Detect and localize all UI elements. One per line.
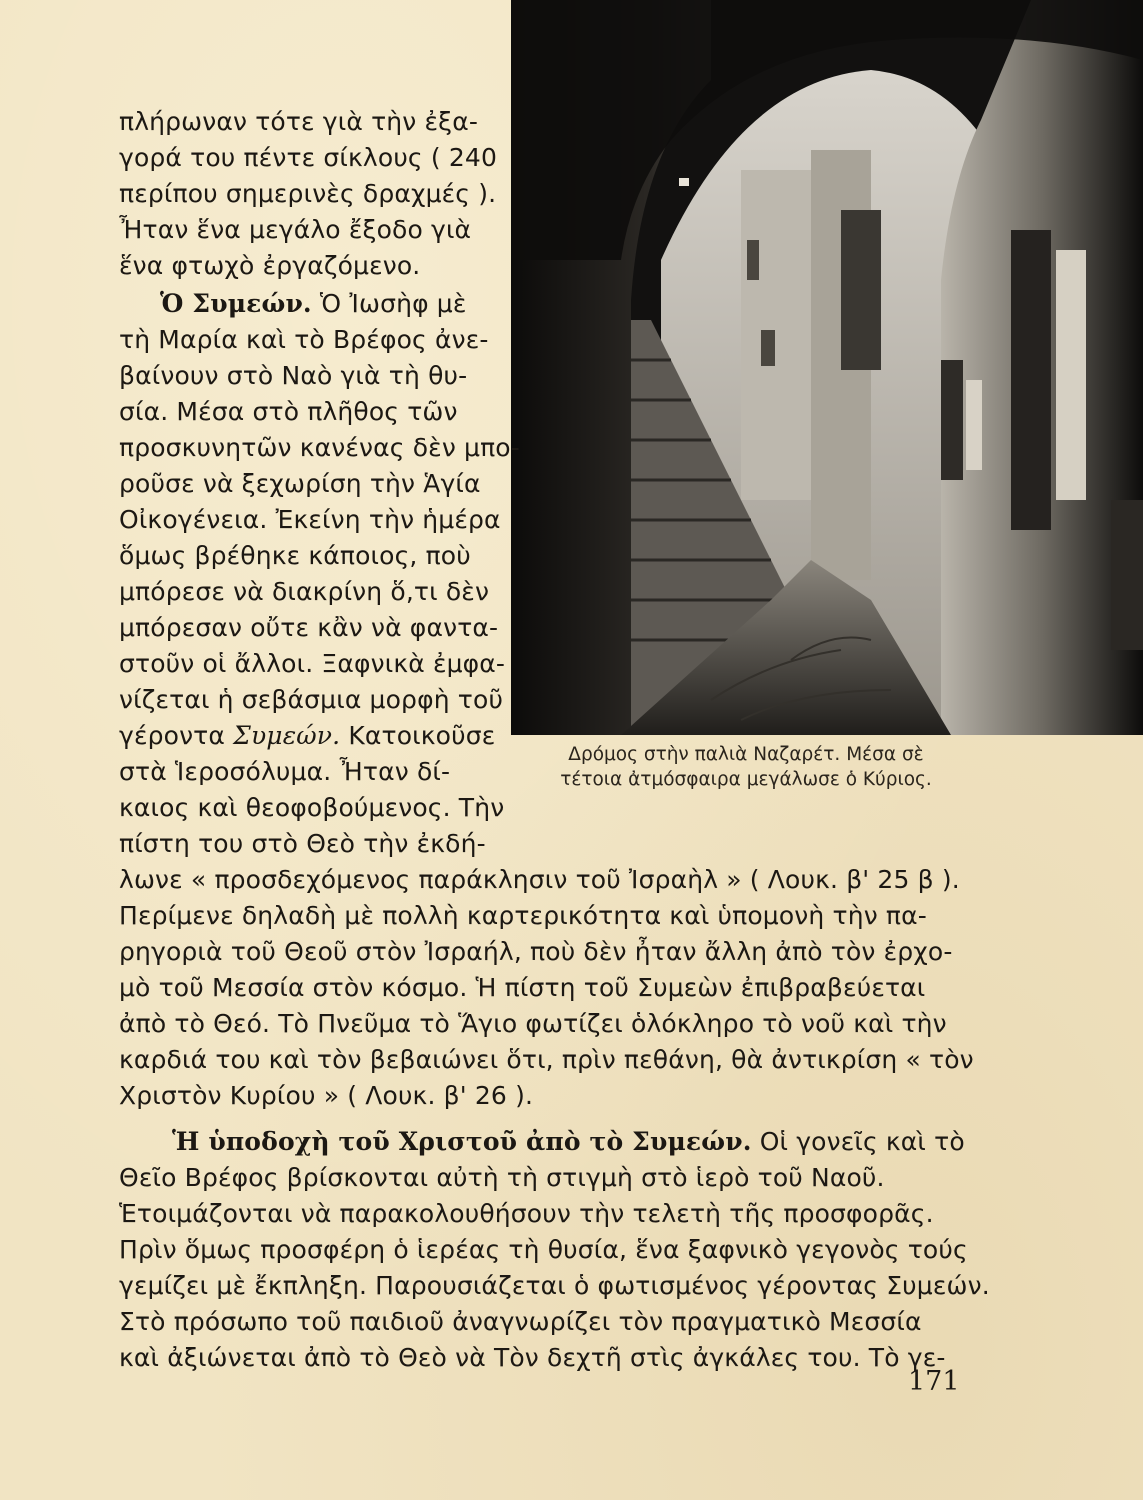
text-line: πλήρωναν τότε γιὰ τὴν ἐξα- [119, 107, 479, 136]
text-line: βαίνουν στὸ Ναὸ γιὰ τὴ θυ- [119, 361, 468, 390]
text-line: Πρὶν ὅμως προσφέρη ὁ ἱερέας τὴ θυσία, ἕνα ξαφνικὸ γεγονὸς τούς [119, 1235, 968, 1264]
text-line: Περίμενε δηλαδὴ μὲ πολλὴ καρτερικότητα καὶ ὑπομονὴ τὴν πα- [119, 901, 927, 930]
alley-photograph [511, 0, 1143, 735]
caption-line-1: Δρόμος στὴν παλιὰ Ναζαρέτ. Μέσα σὲ [568, 744, 924, 765]
text-line: λωνε « προσδεχόμενος παράκλησιν τοῦ Ἰσραὴλ » ( Λουκ. β' 25 β ). [119, 865, 960, 894]
text-line: στὰ Ἱεροσόλυμα. Ἦταν δί- [119, 757, 451, 786]
text-line: ἀπὸ τὸ Θεό. Τὸ Πνεῦμα τὸ Ἅγιο φωτίζει ὁλόκληρο τὸ νοῦ καὶ τὴν [119, 1009, 947, 1038]
text-line: γεμίζει μὲ ἔκπληξη. Παρουσιάζεται ὁ φωτισμένος γέροντας Συμεών. [119, 1271, 990, 1300]
text-line: Θεῖο Βρέφος βρίσκονται αὐτὴ τὴ στιγμὴ στὸ ἱερὸ τοῦ Ναοῦ. [119, 1163, 885, 1192]
text-line: γορά του πέντε σίκλους ( 240 [119, 143, 498, 172]
text-line: νίζεται ἡ σεβάσμια μορφὴ τοῦ [119, 685, 504, 714]
text-line: μπόρεσε νὰ διακρίνη ὅ,τι δὲν [119, 577, 490, 606]
page-number: 171 [908, 1366, 960, 1397]
section-title: Ἡ ὑποδοχὴ τοῦ Χριστοῦ ἀπὸ τὸ Συμεών. [172, 1127, 752, 1156]
text-line: προσκυνητῶν κανένας δὲν μπο- [119, 433, 520, 462]
text-line: μπόρεσαν οὔτε κἂν νὰ φαντα- [119, 613, 499, 642]
text-line: καὶ ἀξιώνεται ἀπὸ τὸ Θεὸ νὰ Τὸν δεχτῆ στὶς ἀγκάλες του. Τὸ γε- [119, 1343, 946, 1372]
text-fragment: Κατοικοῦσε [340, 721, 496, 750]
text-line [119, 718, 495, 754]
text-line: σία. Μέσα στὸ πλῆθος τῶν [119, 397, 458, 426]
text-line: στοῦν οἱ ἄλλοι. Ξαφνικὰ ἐμφα- [119, 649, 506, 678]
text-line: ἕνα φτωχὸ ἐργαζόμενο. [119, 251, 421, 280]
section-heading-reception [172, 1124, 965, 1160]
text-fragment: γέροντα [119, 721, 234, 750]
italic-name: Συμεών. [233, 721, 341, 750]
text-line: καιος καὶ θεοφοβούμενος. Τὴν [119, 793, 505, 822]
text-line: Ἑτοιμάζονται νὰ παρακολουθήσουν τὴν τελετὴ τῆς προσφορᾶς. [119, 1199, 934, 1228]
photo-caption [526, 742, 966, 792]
section-heading-simeon [160, 286, 467, 322]
text-fragment: Οἱ γονεῖς καὶ τὸ [751, 1127, 965, 1156]
text-line: ρηγοριὰ τοῦ Θεοῦ στὸν Ἰσραήλ, ποὺ δὲν ἦταν ἄλλη ἀπὸ τὸν ἐρχο- [119, 937, 953, 966]
text-line: μὸ τοῦ Μεσσία στὸν κόσμο. Ἡ πίστη τοῦ Συμεὼν ἐπιβραβεύεται [119, 973, 926, 1002]
text-line: Χριστὸν Κυρίου » ( Λουκ. β' 26 ). [119, 1081, 534, 1110]
arched-alley-photo-icon [511, 0, 1143, 735]
text-line: Στὸ πρόσωπο τοῦ παιδιοῦ ἀναγνωρίζει τὸν πραγματικὸ Μεσσία [119, 1307, 922, 1336]
text-line: ροῦσε νὰ ξεχωρίση τὴν Ἁγία [119, 469, 481, 498]
text-line: πίστη του στὸ Θεὸ τὴν ἐκδή- [119, 829, 486, 858]
text-line: Οἰκογένεια. Ἐκείνη τὴν ἡμέρα [119, 505, 501, 534]
text-line: καρδιά του καὶ τὸν βεβαιώνει ὅτι, πρὶν πεθάνη, θὰ ἀντικρίση « τὸν [119, 1045, 974, 1074]
text-line: ὅμως βρέθηκε κάποιος, ποὺ [119, 541, 471, 570]
text-fragment: Ὁ Ἰωσὴφ μὲ [311, 289, 467, 318]
text-line: Ἦταν ἕνα μεγάλο ἔξοδο γιὰ [119, 215, 472, 244]
text-line: τὴ Μαρία καὶ τὸ Βρέφος ἀνε- [119, 325, 489, 354]
text-line: περίπου σημερινὲς δραχμές ). [119, 179, 497, 208]
section-title: Ὁ Συμεών. [160, 289, 312, 318]
caption-line-2: τέτοια ἀτμόσφαιρα μεγάλωσε ὁ Κύριος. [560, 769, 932, 790]
